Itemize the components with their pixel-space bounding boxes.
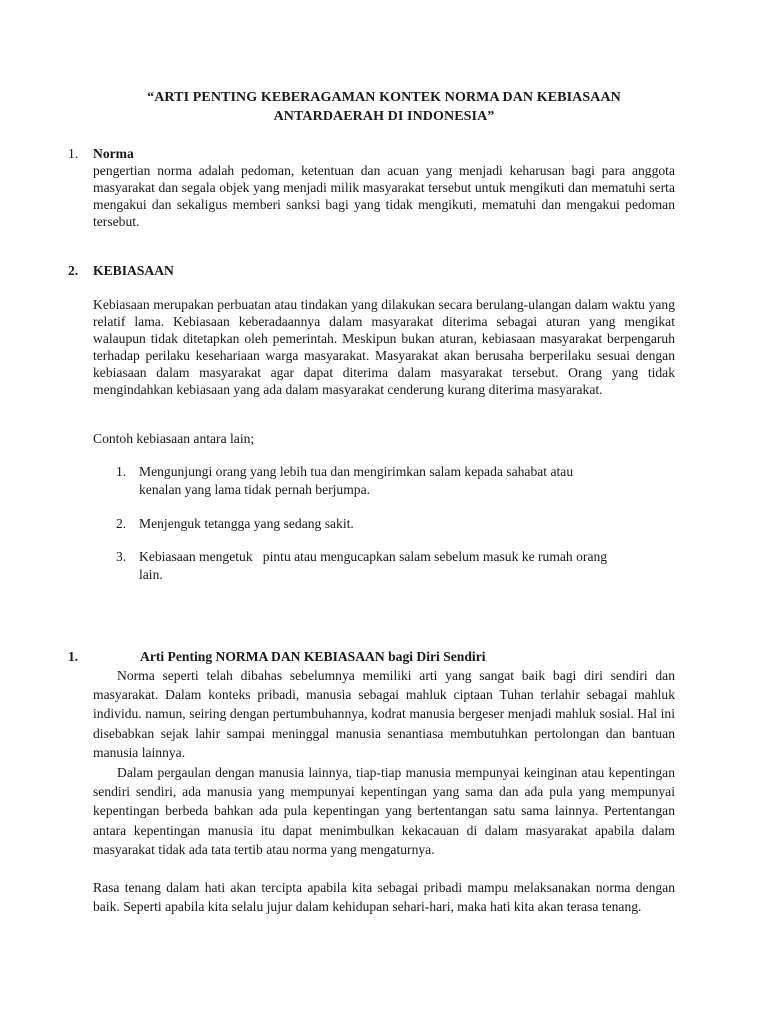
section-1-body: pengertian norma adalah pedoman, ketentuan dan acuan yang menjadi keharusan bagi para anggota masyarakat dan segala objek yang menjadi milik masyarakat tersebut untuk mengikuti dan mematuhi serta mengakui dan sekaligus memberi sanksi bagi yang tidak mengikuti, mematuhi dan mengakui pedoman tersebut. xyxy=(93,163,675,230)
example-2-line-1: Menjenguk tetangga yang sedang sakit. xyxy=(139,516,354,531)
section-1-number: 1. xyxy=(68,146,79,161)
section-2-number: 2. xyxy=(68,263,79,278)
examples-intro: Contoh kebiasaan antara lain; xyxy=(93,431,255,446)
section-2-body: Kebiasaan merupakan perbuatan atau tindakan yang dilakukan secara berulang-ulangan dalam waktu yang relatif lama. Kebiasaan keberadaannya dalam masyarakat diterima sebagai aturan yang mengikat walaupun tidak ditetapkan oleh pemerintah. Meskipun bukan aturan, kebiasaan masyarakat berpengaruh terhadap perilaku kesehariaan warga masyarakat. Masyarakat akan berusaha berperilaku sesuai dengan kebiasaan dalam masyarakat agar dapat diterima dalam masyarakat tersebut. Orang yang tidak mengindahkan kebiasaan yang ada dalam masyarakat cenderung kurang diterima masyarakat. xyxy=(93,297,675,398)
example-2-text xyxy=(139,515,684,533)
example-1-line-2: kenalan yang lama tidak pernah berjumpa. xyxy=(139,481,371,497)
section-3-paragraph-3: Rasa tenang dalam hati akan tercipta apabila kita sebagai pribadi mampu melaksanakan norma dengan baik. Seperti apabila kita selalu jujur dalam kehidupan sehari-hari, maka hati kita akan terasa tenang. xyxy=(93,880,675,915)
section-3-number: 1. xyxy=(68,649,79,664)
section-2-heading: KEBIASAAN xyxy=(93,263,174,278)
title-line-2: ANTARDAERAH DI INDONESIA” xyxy=(273,109,495,124)
example-1-text xyxy=(139,463,684,498)
section-3-heading: Arti Penting NORMA DAN KEBIASAAN bagi Diri Sendiri xyxy=(140,649,486,664)
example-2-number: 2. xyxy=(116,516,127,531)
document-title xyxy=(0,88,768,126)
section-3-paragraph-2: Dalam pergaulan dengan manusia lainnya, tiap-tiap manusia mempunyai keinginan atau kepentingan sendiri sendiri, ada manusia yang mempunyai kepentingan yang sama dan ada pula yang mempunyai kepentingan berbeda bahkan ada pula kepentingan yang bertentangan satu sama lainnya. Pertentangan antara kepentingan manusia itu dapat menimbulkan kekacauan di dalam masyarakat apabila dalam masyarakat tidak ada tata tertib atau norma yang mengaturnya. xyxy=(93,765,675,857)
example-3-line-2: lain. xyxy=(139,566,163,582)
example-3-number: 3. xyxy=(116,549,127,564)
section-3-paragraph-1: Norma seperti telah dibahas sebelumnya memiliki arti yang sangat baik bagi diri sendiri dan masyarakat. Dalam konteks pribadi, manusia sebagai mahluk ciptaan Tuhan terlahir sebagai mahluk individu. namun, seiring dengan pertumbuhannya, kodrat manusia bergeser menjadi mahluk sosial. Hal ini disebabkan sejak lahir sampai meninggal manusia senantiasa membutuhkan pertolongan dan bantuan manusia lainnya. xyxy=(93,668,675,760)
example-3-text xyxy=(139,548,684,583)
section-1-heading: Norma xyxy=(93,146,134,161)
example-1-line-1: Mengunjungi orang yang lebih tua dan mengirimkan salam kepada sahabat atau xyxy=(139,464,574,479)
example-3-line-1: Kebiasaan mengetuk pintu atau mengucapkan salam sebelum masuk ke rumah orang xyxy=(139,549,608,564)
title-line-1: “ARTI PENTING KEBERAGAMAN KONTEK NORMA DAN KEBIASAAN xyxy=(147,90,621,105)
example-1-number: 1. xyxy=(116,464,127,479)
